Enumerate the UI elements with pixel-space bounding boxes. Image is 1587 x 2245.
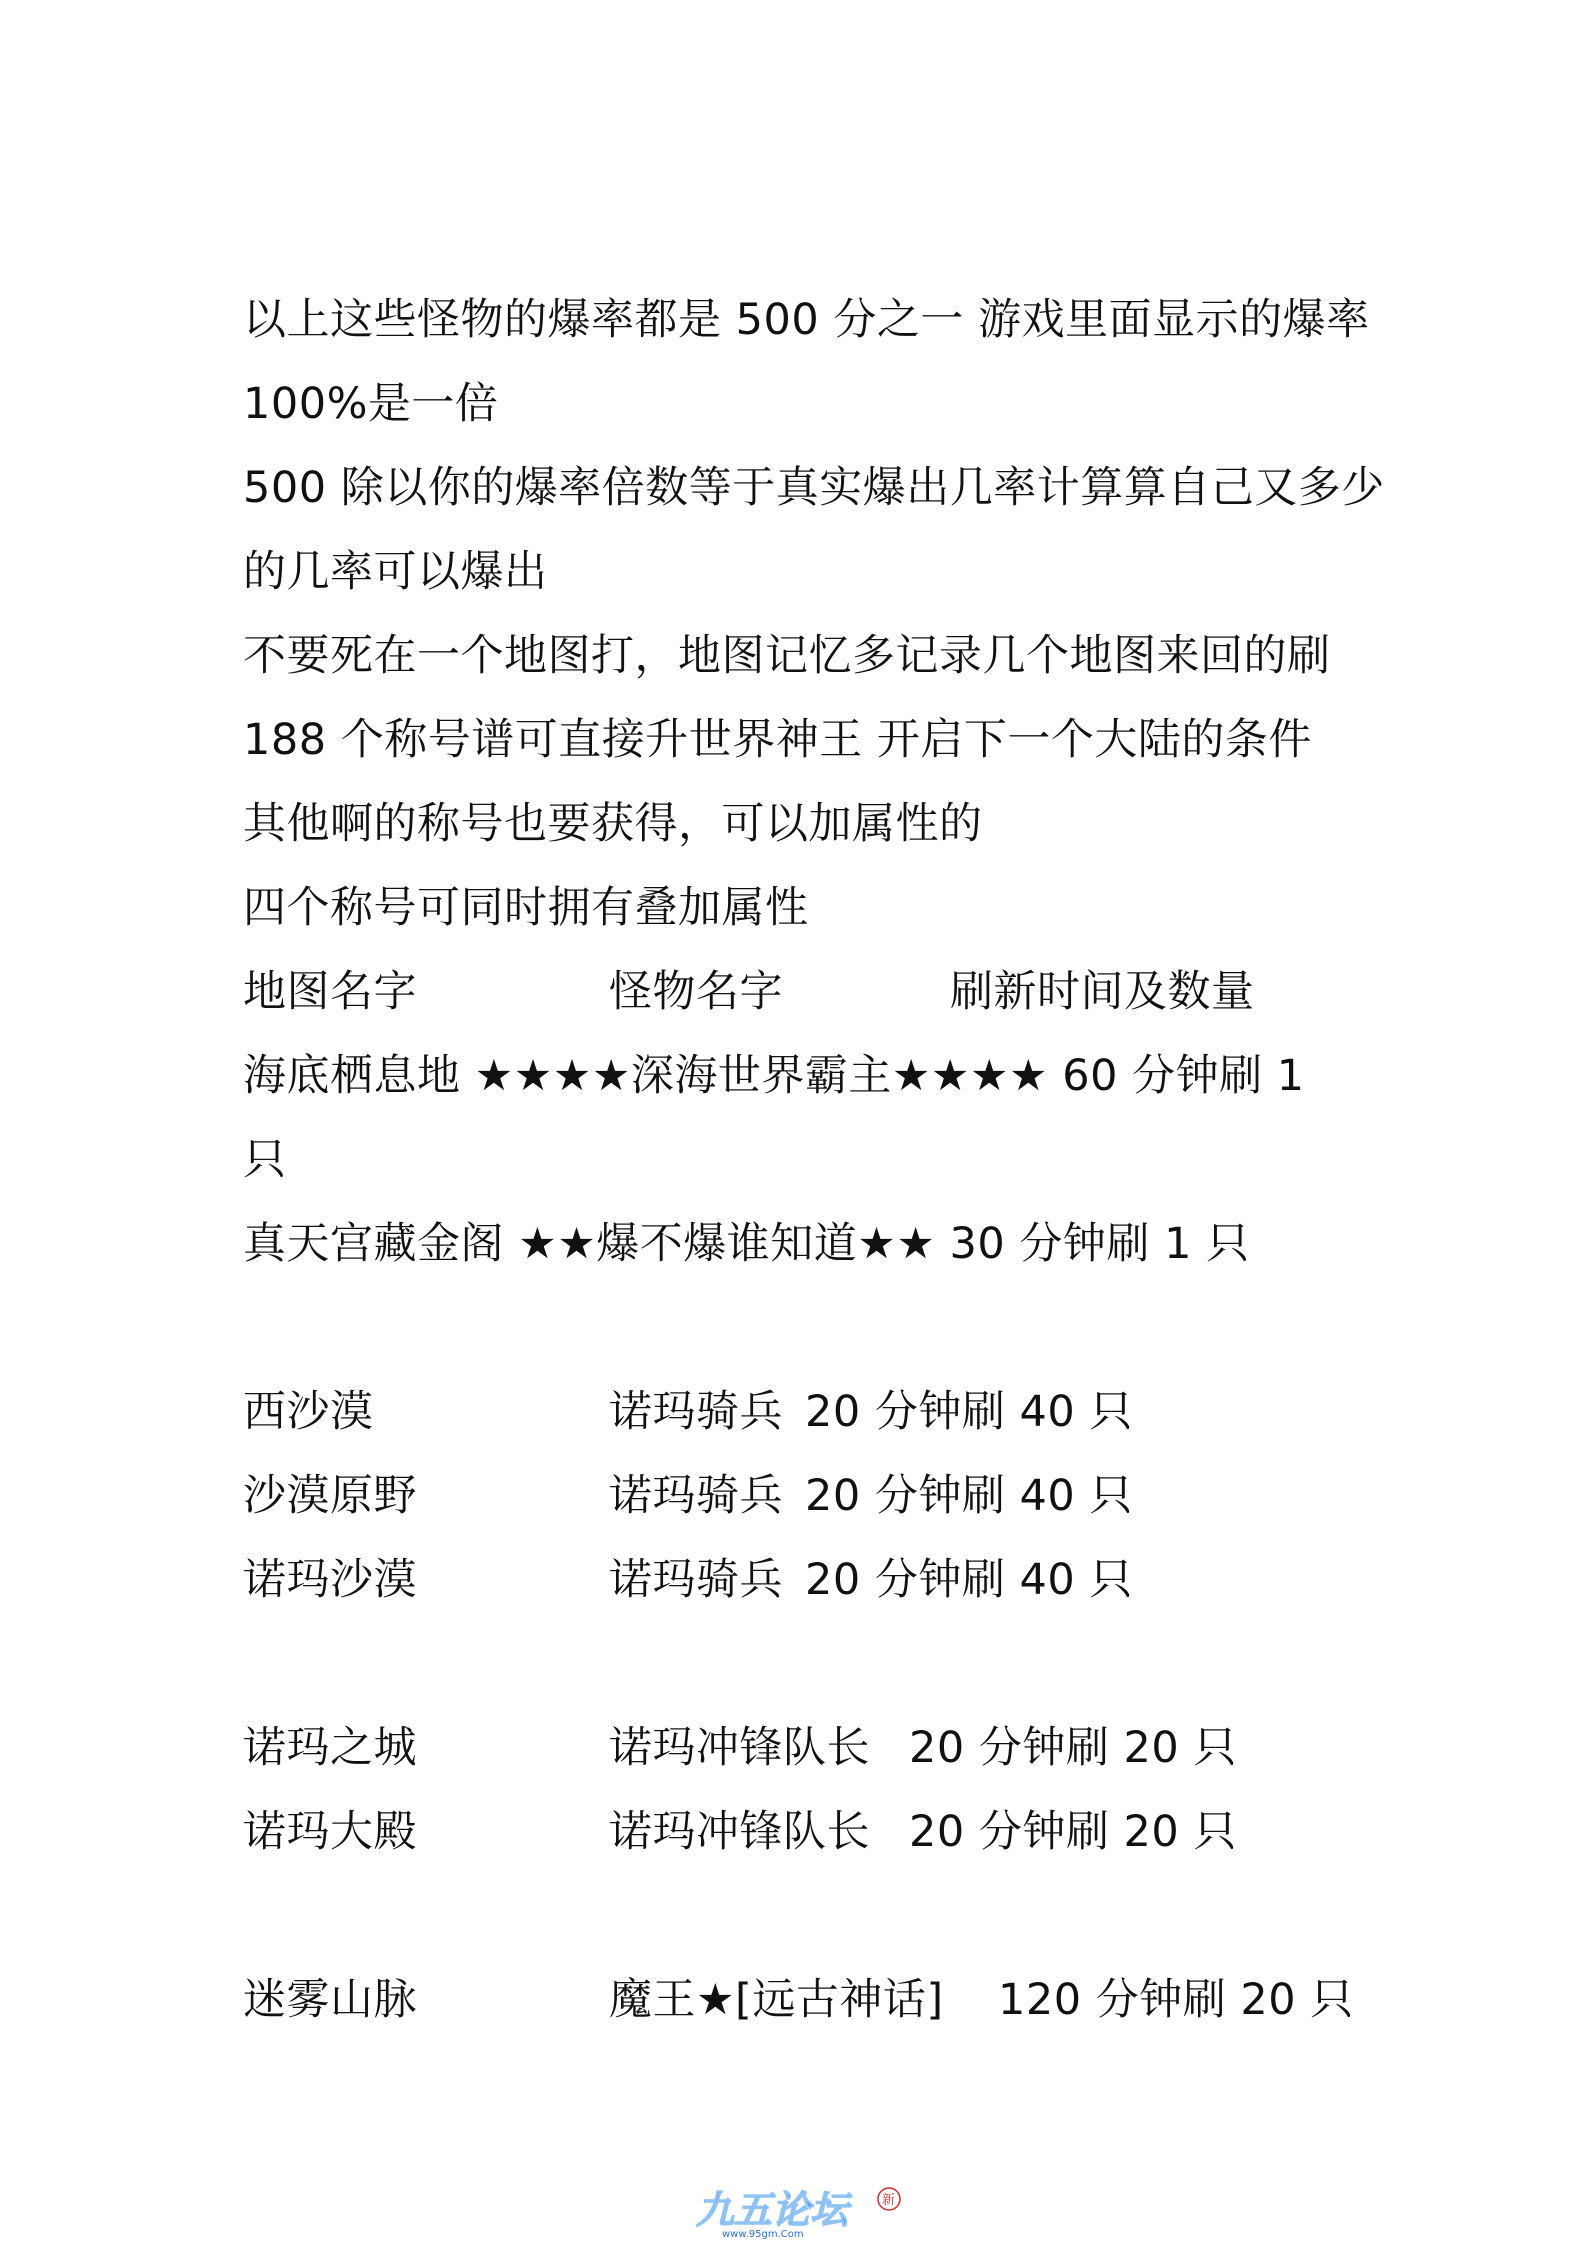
logo-text: 九五论坛 xyxy=(696,2188,849,2232)
note-line: 的几率可以爆出 xyxy=(243,547,548,597)
note-line: 不要死在一个地图打，地图记忆多记录几个地图来回的刷 xyxy=(243,631,1331,681)
row-monster: 诺玛骑兵 xyxy=(609,1555,783,1605)
row-monster: 诺玛骑兵 xyxy=(609,1471,783,1521)
note-line: 其他啊的称号也要获得，可以加属性的 xyxy=(243,799,983,849)
row-map: 迷雾山脉 xyxy=(243,1975,417,2025)
row-monster: 诺玛骑兵 xyxy=(609,1387,783,1437)
row-refresh: 20 分钟刷 20 只 xyxy=(909,1807,1237,1857)
row-monster: 诺玛冲锋队长 xyxy=(609,1723,870,1773)
note-line: 500 除以你的爆率倍数等于真实爆出几率计算算自己又多少 xyxy=(243,463,1385,513)
note-line: 100%是一倍 xyxy=(243,379,499,429)
table-row xyxy=(243,1804,1343,1860)
table-row xyxy=(243,1720,1343,1776)
header-map: 地图名字 xyxy=(243,967,417,1017)
note-line: 188 个称号谱可直接升世界神王 开启下一个大陆的条件 xyxy=(243,715,1312,765)
row-map: 诺玛大殿 xyxy=(243,1807,417,1857)
row-monster: 魔王★[远古神话] xyxy=(609,1975,944,2025)
row-map: 沙漠原野 xyxy=(243,1471,417,1521)
row-monster: 诺玛冲锋队长 xyxy=(609,1807,870,1857)
row-refresh: 120 分钟刷 20 只 xyxy=(998,1975,1354,2025)
row-refresh: 20 分钟刷 40 只 xyxy=(805,1387,1133,1437)
header-monster: 怪物名字 xyxy=(609,967,783,1017)
row-map: 诺玛之城 xyxy=(243,1723,417,1773)
special-row-line: 真天宫藏金阁 ★★爆不爆谁知道★★ 30 分钟刷 1 只 xyxy=(243,1219,1250,1269)
row-map: 西沙漠 xyxy=(243,1387,374,1437)
table-row xyxy=(243,1552,1343,1608)
table-row xyxy=(243,1384,1343,1440)
logo-badge-text: 新 xyxy=(882,2193,896,2208)
special-row-line: 海底栖息地 ★★★★深海世界霸主★★★★ 60 分钟刷 1 xyxy=(243,1051,1305,1101)
row-refresh: 20 分钟刷 20 只 xyxy=(909,1723,1237,1773)
forum-logo xyxy=(696,2185,906,2240)
table-row xyxy=(243,1468,1343,1524)
header-refresh: 刷新时间及数量 xyxy=(950,967,1255,1017)
table-row xyxy=(243,1972,1354,2028)
special-row-line: 只 xyxy=(243,1135,287,1185)
row-map: 诺玛沙漠 xyxy=(243,1555,417,1605)
logo-url: www.95gm.Com xyxy=(722,2229,804,2240)
note-line: 以上这些怪物的爆率都是 500 分之一 游戏里面显示的爆率 xyxy=(243,295,1370,345)
row-refresh: 20 分钟刷 40 只 xyxy=(805,1471,1133,1521)
row-refresh: 20 分钟刷 40 只 xyxy=(805,1555,1133,1605)
note-line: 四个称号可同时拥有叠加属性 xyxy=(243,883,809,933)
table-header xyxy=(243,964,1343,1020)
